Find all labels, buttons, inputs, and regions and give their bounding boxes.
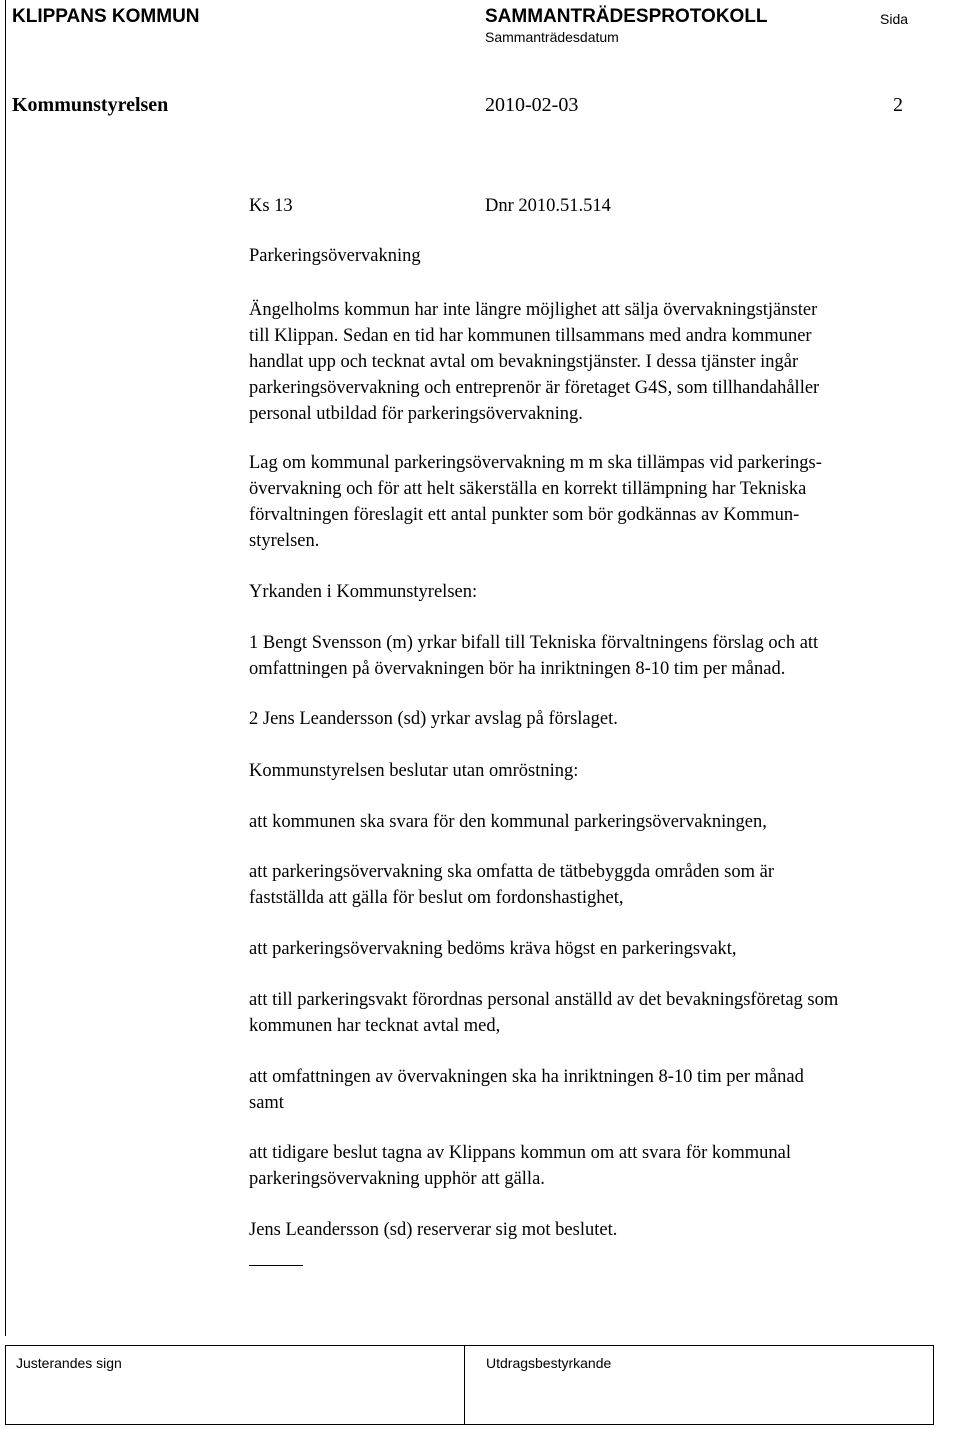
decision-item-4: att till parkeringsvakt förordnas personal anställd av det bevakningsföretag som kommunen har tecknat avtal med, <box>249 990 839 1036</box>
paragraph-background: Ängelholms kommun har inte längre möjlighet att sälja övervakningstjänster till Klippan. Sedan en tid har kommunen tillsammans med andra kommuner handlat upp och tecknat avtal om bevakningstjänster. I dessa tjänster ingår parkeringsövervakning och entreprenör är företaget G4S, som tillhandahåller personal utbildad för parkeringsövervakning. <box>249 300 820 424</box>
paragraph-law: Lag om kommunal parkeringsövervakning m m ska tillämpas vid parkerings- övervakning och för att helt säkerställa en korrekt tillämpning har Tekniska förvaltningen föreslagit ett antal punkter som bör godkännas av Kommun- styrelsen. <box>249 453 822 551</box>
decision-item-2: att parkeringsövervakning ska omfatta de tätbebyggda områden som är fastställda att gälla för beslut om fordonshastighet, <box>249 862 775 908</box>
page-number: 2 <box>893 94 903 116</box>
meeting-date-label: Sammanträdesdatum <box>485 29 619 45</box>
certification-label: Utdragsbestyrkande <box>486 1355 612 1371</box>
municipality-name: KLIPPANS KOMMUN <box>12 6 200 27</box>
reservation-note: Jens Leandersson (sd) reserverar sig mot beslutet. <box>249 1220 618 1240</box>
motion-1: 1 Bengt Svensson (m) yrkar bifall till Tekniska förvaltningens förslag och att omfattningen på övervakningen bör ha inriktningen 8-10 tim per månad. <box>249 633 819 679</box>
decision-item-3: att parkeringsövervakning bedöms kräva högst en parkeringsvakt, <box>249 939 737 959</box>
motions-heading: Yrkanden i Kommunstyrelsen: <box>249 582 478 602</box>
signature-footer <box>5 1345 934 1425</box>
footer-divider <box>464 1346 465 1424</box>
decision-item-5: att omfattningen av övervakningen ska ha inriktningen 8-10 tim per månad samt <box>249 1067 804 1113</box>
case-number: Ks 13 <box>249 196 293 216</box>
decision-item-6: att tidigare beslut tagna av Klippans kommun om att svara för kommunal parkeringsövervakning upphör att gälla. <box>249 1143 792 1189</box>
decision-item-1: att kommunen ska svara för den kommunal parkeringsövervakningen, <box>249 812 767 832</box>
left-margin-rule <box>5 0 6 1336</box>
signature-label: Justerandes sign <box>16 1355 122 1371</box>
decision-heading: Kommunstyrelsen beslutar utan omröstning: <box>249 761 579 781</box>
case-title: Parkeringsövervakning <box>249 246 421 266</box>
meeting-date: 2010-02-03 <box>485 94 579 116</box>
closing-rule <box>249 1265 303 1266</box>
motion-2: 2 Jens Leandersson (sd) yrkar avslag på förslaget. <box>249 709 618 729</box>
registration-number: Dnr 2010.51.514 <box>485 196 611 216</box>
protocol-title: SAMMANTRÄDESPROTOKOLL <box>485 6 768 27</box>
page-label: Sida <box>880 11 909 27</box>
committee-name: Kommunstyrelsen <box>12 94 169 116</box>
